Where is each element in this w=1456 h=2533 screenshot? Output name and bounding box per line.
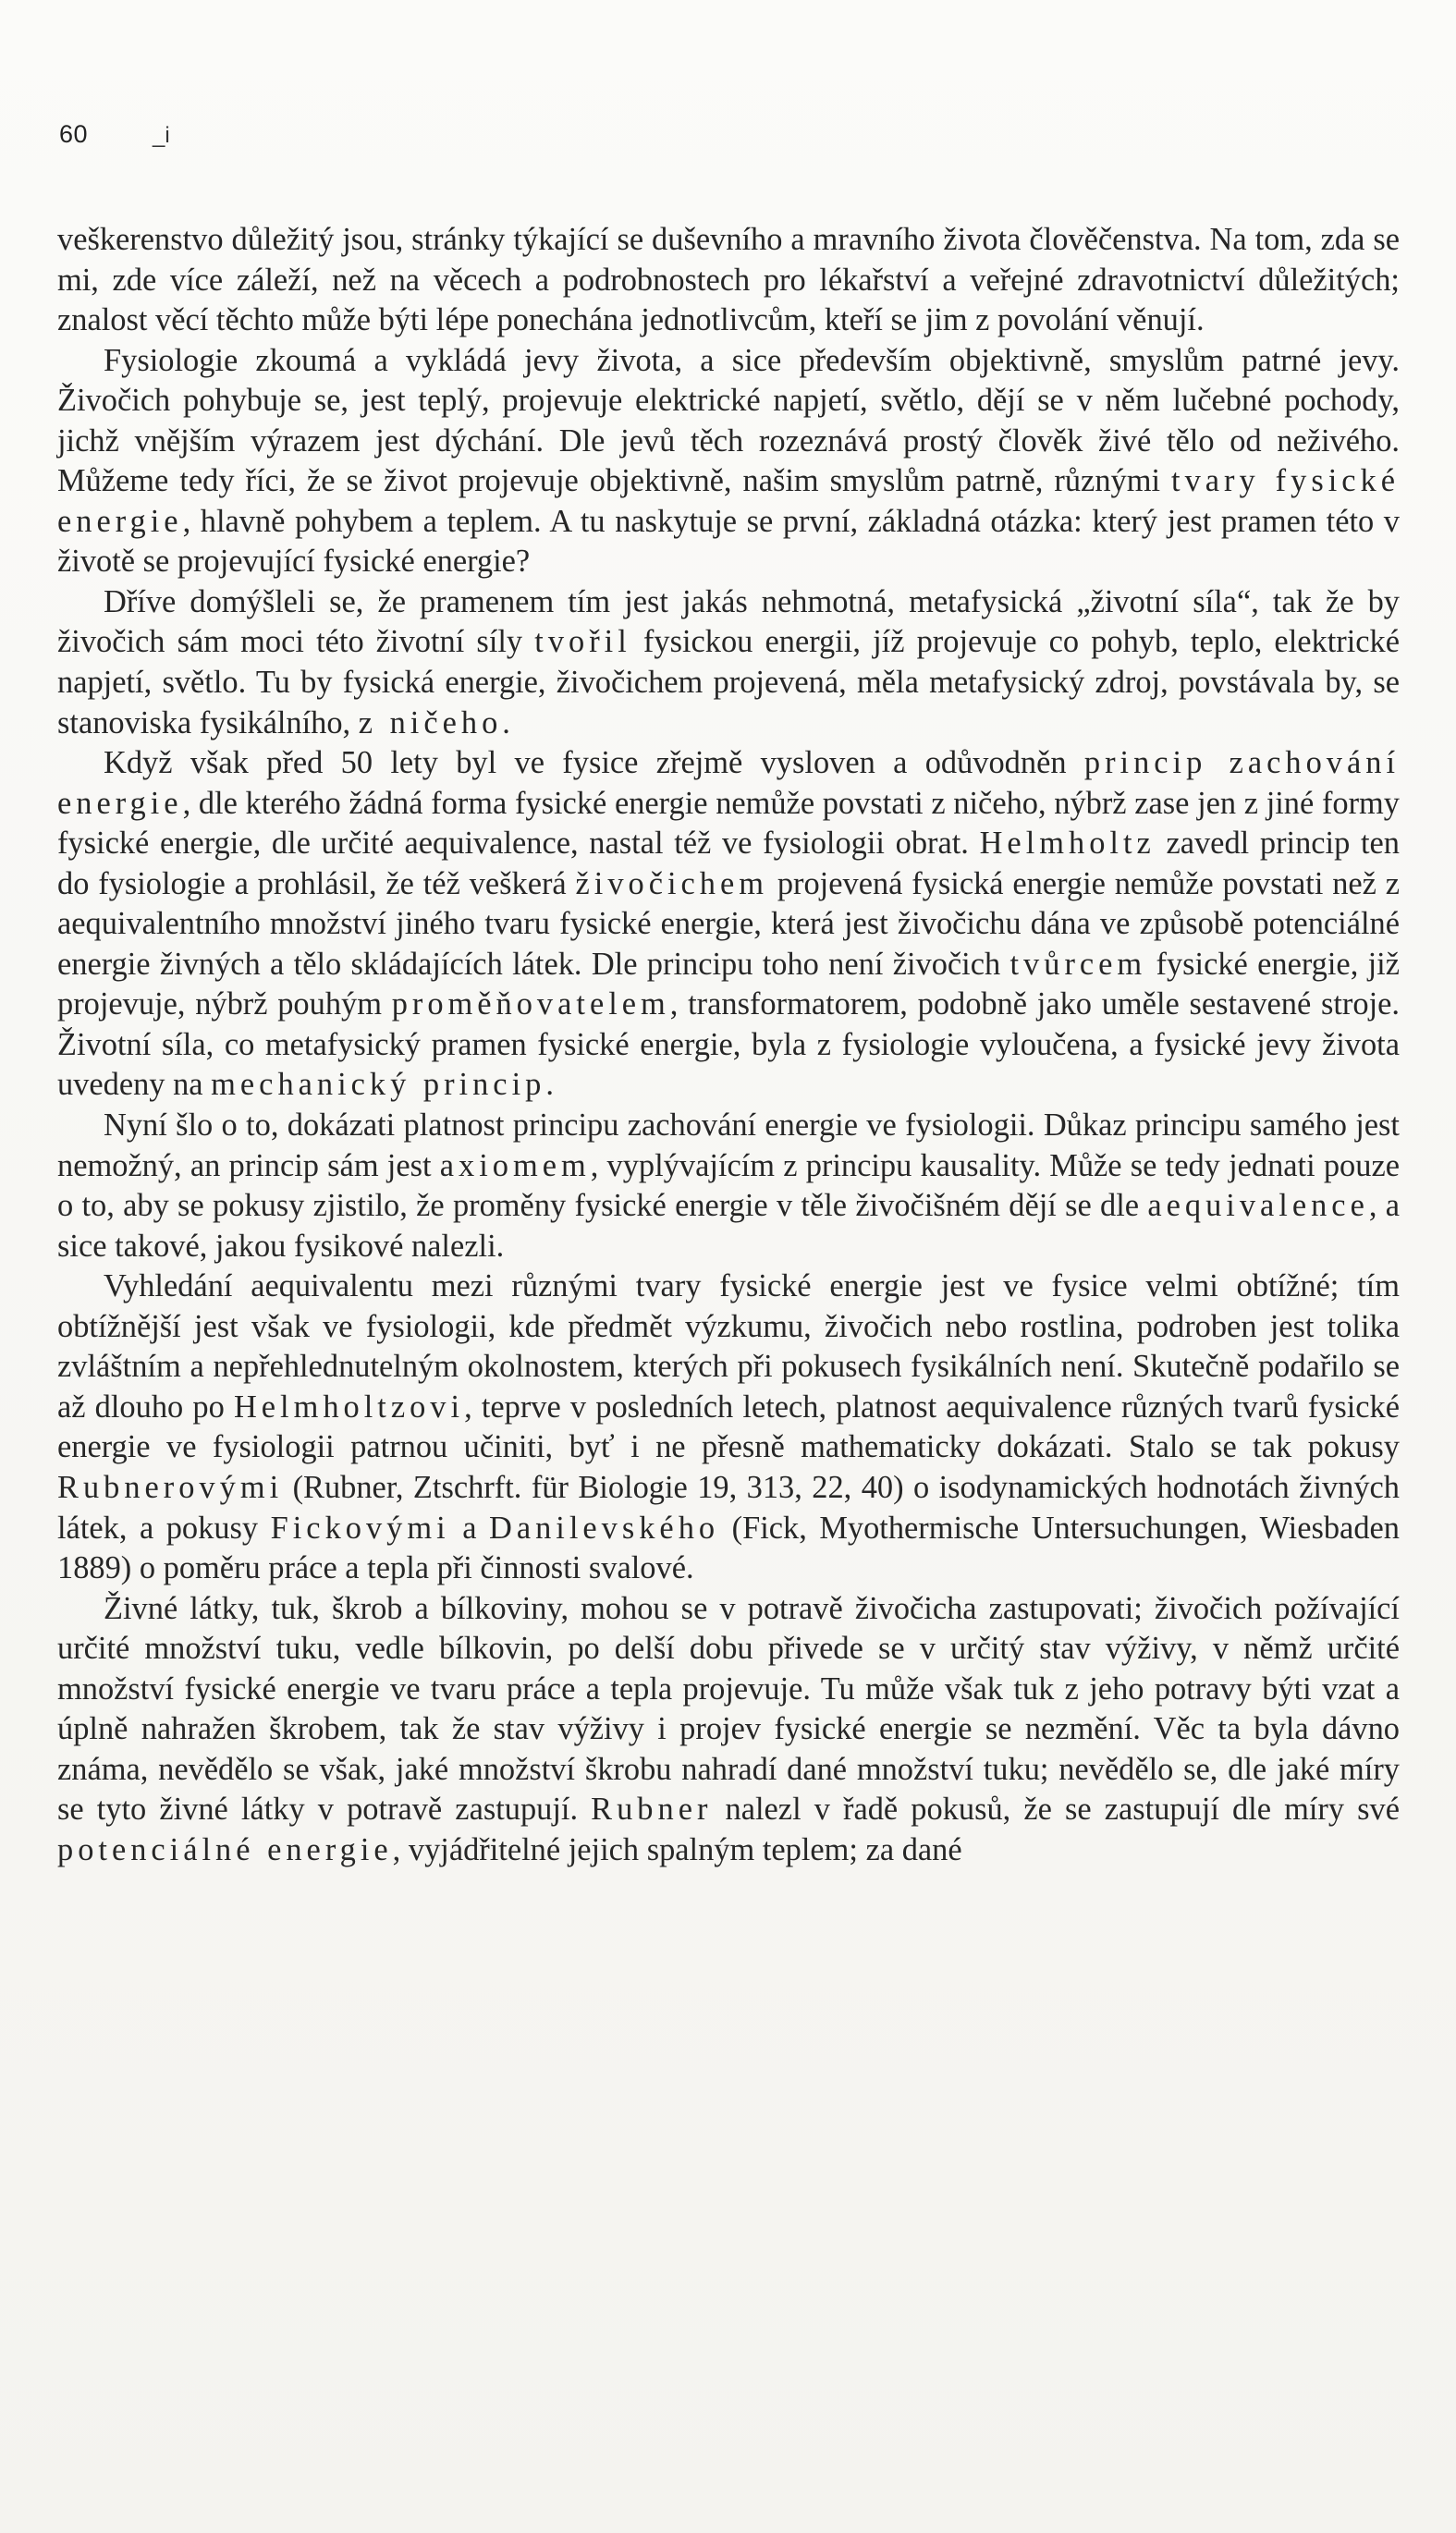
text-run: Nyní šlo o to, dokázati platnost principu zachování energie ve fysiologii. Důkaz principu samého jest nemožný, an princip sám jest — [57, 1107, 1400, 1183]
emphasized-text: Rubner — [591, 1792, 713, 1828]
paragraph — [57, 1589, 1400, 1871]
text-run: Když však před 50 lety byl ve fysice zřejmě vysloven a odůvodněn — [104, 745, 1084, 781]
text-run: nalezl v řadě pokusů, že se zastupují dle míry své — [712, 1792, 1400, 1828]
paragraph — [57, 582, 1400, 743]
text-run: (Fick, Myothermische Untersuchungen, Wiesbaden 1889) o poměru práce a tepla při činnosti svalové. — [57, 1510, 1400, 1586]
text-run: Vyhledání aequivalentu mezi různými tvary fysické energie jest ve fysice velmi obtížné; tím obtížnější jest však ve fysiologii, kde předmět výzkumu, živočich nebo rostlina, podroben jest tolika zvláštním a nepřehlednutelným okolnostem, kterých při pokusech fysikálních není. Skutečně podařilo se až dlouho po — [57, 1268, 1400, 1425]
paragraph — [57, 341, 1400, 582]
paragraph — [57, 743, 1400, 1106]
paragraph — [57, 1266, 1400, 1588]
page-number: 60 — [59, 120, 89, 148]
text-run: , teprve v posledních letech, platnost aequivalence různých tvarů fysické energie ve fysiologii patrnou učiniti, byť i ne přesně mathematicky dokázati. Stalo se tak pokusy — [57, 1389, 1401, 1465]
text-run: , transformatorem, podobně jako uměle sestavené stroje. Životní síla, co metafysický pramen fysické energie, byla z fysiologie vyloučena, a fysické jevy života uvedeny na — [57, 986, 1400, 1103]
emphasized-text: tvořil — [534, 624, 631, 660]
text-run: zavedl princip ten do fysiologie a prohlásil, že též veškerá — [57, 826, 1400, 901]
header-mark: _i — [153, 123, 170, 148]
text-run: fysické energie, již projevuje, nýbrž pouhým — [57, 946, 1400, 1022]
text-run: Živné látky, tuk, škrob a bílkoviny, mohou se v potravě živočicha zastupovati; živočich požívající určité množství tuku, vedle bílkovin, po delší dobu přivede se v určitý stav výživy, v němž určité množství fysické energie ve tvaru práce a tepla projevuje. Tu může však tuk z jeho potravy býti vzat a úplně nahražen škrobem, tak že stav výživy i projev fysické energie se nezmění. Věc ta byla dávno známa, nevědělo se však, jaké množství škrobu nahradí dané množství tuku; nevědělo se, dle jaké míry se tyto živné látky v potravě zastupují. — [57, 1590, 1400, 1828]
text-run: Fysiologie zkoumá a vykládá jevy života, a sice především objektivně, smyslům patrné jevy. Živočich pohybuje se, jest teplý, projevuje elektrické napjetí, světlo, dějí se v něm lučebné pochody, jichž vnějším výrazem jest dýchání. Dle jevů těch rozeznává prostý člověk živé tělo od neživého. Můžeme tedy říci, že se život projevuje objektivně, našim smyslům patrně, různými — [57, 342, 1400, 499]
text-run: projevená fysická energie nemůže povstati než z aequivalentního množství jiného tvaru fysické energie, která jest živočichu dána ve způsobě potenciálné energie živných a tělo skládajících látek. Dle principu toho není živočich — [57, 865, 1401, 982]
emphasized-text: axiomem — [439, 1147, 591, 1183]
text-run: , vyplývajícím z principu kausality. Může se tedy jednati pouze o to, aby se pokusy zjistilo, že proměny fysické energie v těle živočišném dějí se dle — [57, 1147, 1400, 1224]
emphasized-text: Rubnerovými — [57, 1469, 284, 1505]
text-run: (Rubner, Ztschrft. für Biologie 19, 313, 22, 40) o isodynamických hodnotách živných látek, a pokusy — [57, 1469, 1400, 1546]
emphasized-text: Danilevského — [488, 1510, 720, 1546]
emphasized-text: princip zachování energie — [57, 745, 1401, 821]
emphasized-text: Fickovými — [270, 1510, 450, 1546]
emphasized-text: potenciálné energie — [57, 1831, 393, 1867]
text-run: a — [449, 1510, 489, 1546]
text-run: , vyjádřitelné jejich spalným teplem; za dané — [392, 1831, 962, 1867]
text-run: , dle kterého žádná forma fysické energie nemůže povstati z ničeho, nýbrž zase jen z jiné formy fysické energie, dle určité aequivalence, nastal též ve fysiologii obrat. — [57, 785, 1400, 862]
emphasized-text: z ničeho — [358, 704, 503, 740]
text-run: , hlavně pohybem a teplem. A tu naskytuje se první, základná otázka: který jest pramen této v životě se projevující fysické energie? — [57, 503, 1400, 580]
text-run: veškerenstvo důležitý jsou, stránky týkající se duševního a mravního života člověčenstva. Na tom, zda se mi, zde více záleží, než na věcech a podrobnostech pro lékařství a veřejné zdravotnictví důležitých; znalost věcí těchto může býti lépe ponechána jednotlivcům, kteří se jim z povolání věnují. — [57, 222, 1400, 338]
paragraph — [57, 1106, 1400, 1266]
text-run: . — [545, 1067, 554, 1103]
emphasized-text: tvůrcem — [1009, 946, 1147, 982]
emphasized-text: mechanický princip — [211, 1067, 546, 1103]
emphasized-text: Helmholtz — [979, 826, 1156, 862]
text-run: , a sice takové, jakou fysikové nalezli. — [57, 1188, 1400, 1264]
body-text — [57, 220, 1400, 1870]
emphasized-text: živočichem — [575, 865, 769, 901]
emphasized-text: Helmholtzovi — [233, 1389, 465, 1425]
page-header — [59, 120, 170, 149]
text-run: Dříve domýšleli se, že pramenem tím jest jakás nehmotná, metafysická „životní síla“, tak že by živočich sám moci této životní síly — [57, 583, 1400, 660]
text-run: . — [502, 704, 510, 740]
text-run: fysickou energii, jíž projevuje co pohyb, teplo, elektrické napjetí, světlo. Tu by fysická energie, živočichem projevená, měla metafysický zdroj, povstávala by, se stanoviska fysikálního, — [57, 624, 1400, 740]
paragraph — [57, 220, 1400, 341]
emphasized-text: proměňovatelem — [391, 986, 670, 1022]
emphasized-text: aequivalence — [1147, 1188, 1369, 1224]
emphasized-text: tvary fysické energie — [57, 463, 1400, 539]
